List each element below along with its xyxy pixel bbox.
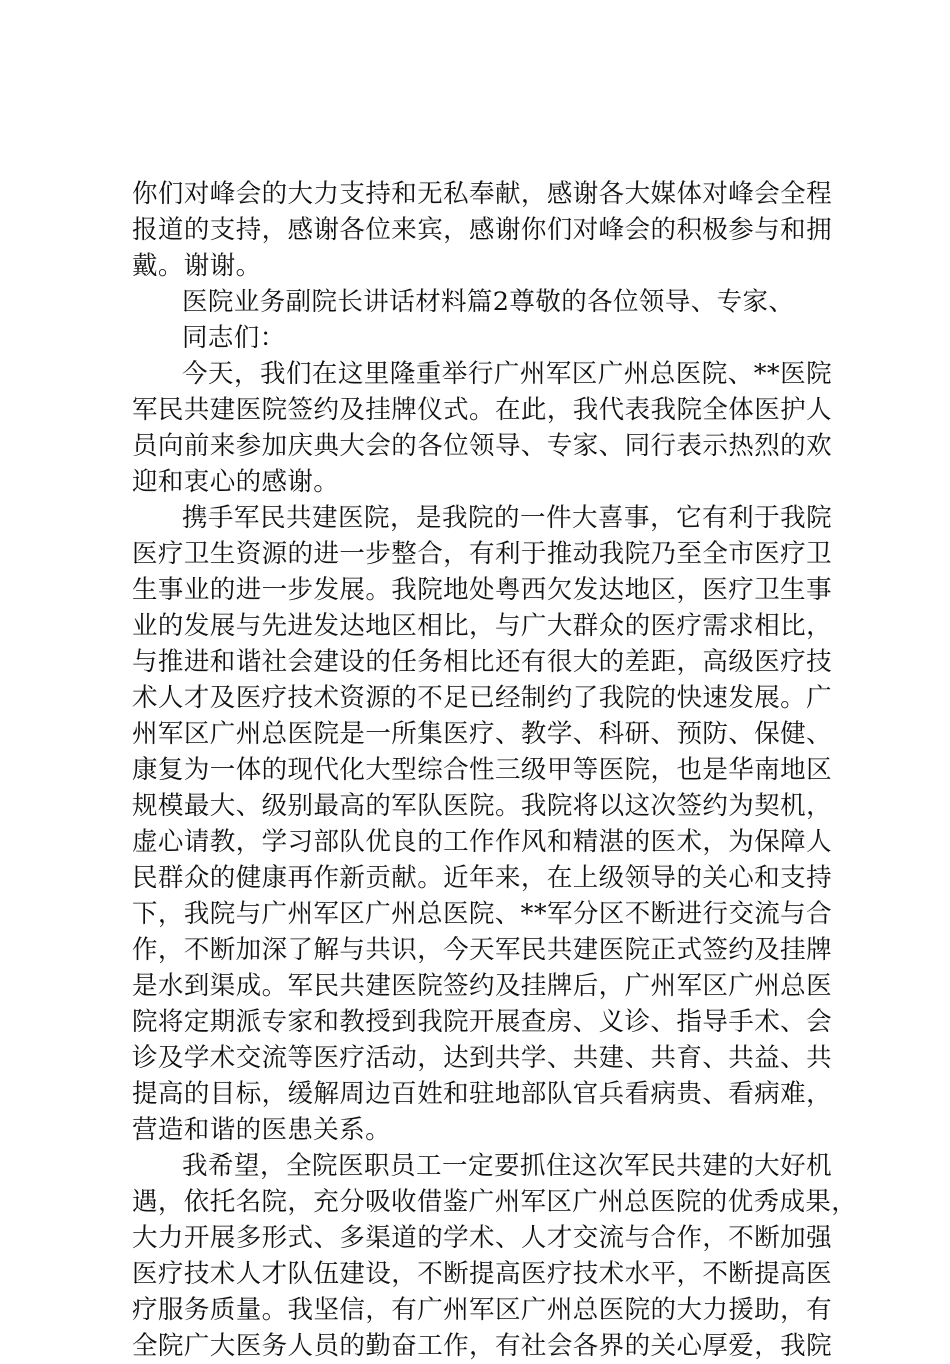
text-line: 全院广大医务人员的勤奋工作，有社会各界的关心厚爱，我院 [132,1331,832,1361]
text-line: 医疗卫生资源的进一步整合，有利于推动我院乃至全市医疗卫 [132,539,832,569]
text-line: 下，我院与广州军区广州总医院、**军分区不断进行交流与合 [132,899,832,929]
text-line: 与推进和谐社会建设的任务相比还有很大的差距，高级医疗技 [132,647,832,677]
text-line: 迎和衷心的感谢。 [132,467,340,497]
text-line: 疗服务质量。我坚信，有广州军区广州总医院的大力援助，有 [132,1295,832,1325]
text-line: 遇，依托名院，充分吸收借鉴广州军区广州总医院的优秀成果， [132,1187,858,1217]
text-line: 提高的目标，缓解周边百姓和驻地部队官兵看病贵、看病难， [132,1079,832,1109]
text-line: 携手军民共建医院，是我院的一件大喜事，它有利于我院 [182,503,832,533]
text-line: 生事业的进一步发展。我院地处粤西欠发达地区，医疗卫生事 [132,575,832,605]
text-line: 州军区广州总医院是一所集医疗、教学、科研、预防、保健、 [132,719,832,749]
text-line: 诊及学术交流等医疗活动，达到共学、共建、共育、共益、共 [132,1043,832,1073]
text-line: 规模最大、级别最高的军队医院。我院将以这次签约为契机， [132,791,832,821]
text-line: 戴。谢谢。 [132,251,262,281]
text-line: 报道的支持，感谢各位来宾，感谢你们对峰会的积极参与和拥 [132,215,832,245]
text-line: 是水到渠成。军民共建医院签约及挂牌后，广州军区广州总医 [132,971,832,1001]
text-line: 虚心请教，学习部队优良的工作作风和精湛的医术，为保障人 [132,827,832,857]
text-line: 军民共建医院签约及挂牌仪式。在此，我代表我院全体医护人 [132,395,832,425]
text-line: 业的发展与先进发达地区相比，与广大群众的医疗需求相比， [132,611,832,641]
text-line: 术人才及医疗技术资源的不足已经制约了我院的快速发展。广 [132,683,832,713]
section-heading-line: 医院业务副院长讲话材料篇2尊敬的各位领导、专家、 [182,287,795,317]
text-line: 营造和谐的医患关系。 [132,1115,392,1145]
text-line: 大力开展多形式、多渠道的学术、人才交流与合作，不断加强 [132,1223,832,1253]
text-line: 医疗技术人才队伍建设，不断提高医疗技术水平，不断提高医 [132,1259,832,1289]
salutation-line: 同志们： [182,323,286,353]
text-line: 员向前来参加庆典大会的各位领导、专家、同行表示热烈的欢 [132,431,832,461]
text-line: 康复为一体的现代化大型综合性三级甲等医院，也是华南地区 [132,755,832,785]
text-line: 院将定期派专家和教授到我院开展查房、义诊、指导手术、会 [132,1007,832,1037]
text-line: 你们对峰会的大力支持和无私奉献，感谢各大媒体对峰会全程 [132,179,832,209]
text-line: 今天，我们在这里隆重举行广州军区广州总医院、**医院 [182,359,832,389]
text-line: 民群众的健康再作新贡献。近年来，在上级领导的关心和支持 [132,863,832,893]
text-line: 作，不断加深了解与共识，今天军民共建医院正式签约及挂牌 [132,935,832,965]
text-line: 我希望，全院医职员工一定要抓住这次军民共建的大好机 [182,1151,832,1181]
